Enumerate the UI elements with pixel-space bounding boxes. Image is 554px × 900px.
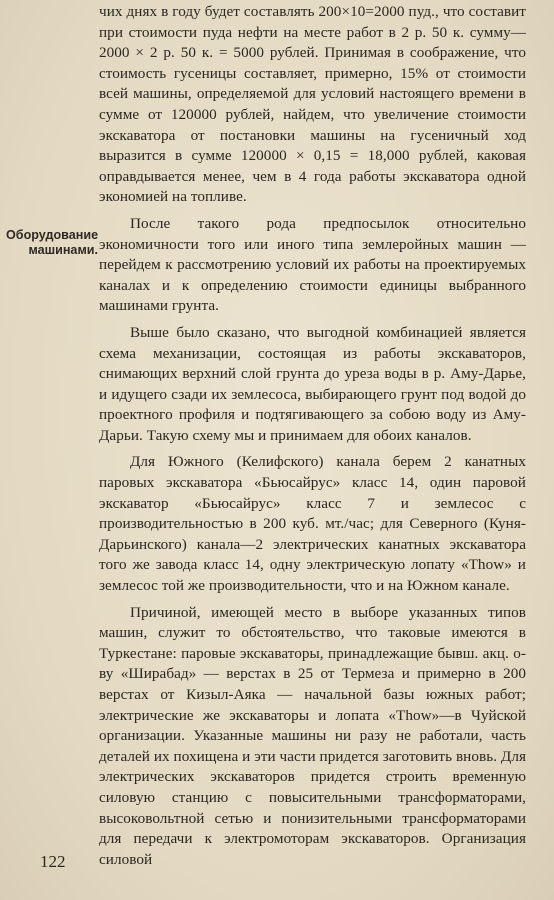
page-number: 122 [40,852,66,871]
margin-heading-line-2: машинами. [28,243,98,257]
paragraph: Для Южного (Келифского) канала берем 2 канатных паровых экскаватора «Бьюсайрус» класс 14, один паровой экскаватор «Бьюсайрус» класс 7 и землесос с производительностью в 200 куб. мт./час; для Северного (Куня-Дарьинского) канала—2 электрических канатных экскаватора того же завода класс 14, одну электрическую лопату «Thow» и землесос той же производительности, что и на Южном канале. [99,453,526,595]
margin-heading [6,228,98,258]
paragraph-continued: чих днях в году будет составлять 200×10=2000 пуд., что составит при стоимости пуда нефти на месте работ в 2 р. 50 к. сумму—2000 × 2 р. 50 к. = 5000 рублей. Принимая в соображение, что стоимость гусеницы составляет, примерно, 15% от стоимости всей машины, определяемой для условий настоящего времени в сумме от 120000 рублей, найдем, что увеличение стоимости экскаватора от постановки машины на гусеничный ход выразится в сумме 120000 × 0,15 = 18,000 рублей, каковая оправдывается менее, чем в 4 года работы экскаватора одной экономией на топливе. [99,3,526,206]
body-text [99,2,526,870]
paragraph: Причиной, имеющей место в выборе указанных типов машин, служит то обстоятельство, что таковые имеются в Туркестане: паровые экскаваторы, принадлежащие бывш. акц. о-ву «Ширабад» — верстах в 25 от Термеза и примерно в 200 верстах от Кизыл-Аяка — начальной базы южных работ; электрические же экскаваторы и лопата «Thow»—в Чуйской организации. Указанные машины ни разу не работали, часть деталей их похищена и эти части придется заготовить вновь. Для электрических экскаваторов придется строить временную силовую станцию с повысительными трансформаторами, высоковольтной сетью и понизительными трансформаторами для передачи к электромоторам экскаваторов. Организация силовой [99,603,526,868]
margin-heading-line-1: Оборудование [6,228,99,242]
paragraph: Выше было сказано, что выгодной комбинацией является схема механизации, состоящая из работы экскаваторов, снимающих верхний слой грунта до уреза воды в р. Аму-Дарье, и идущего сзади их землесоса, выбирающего грунт под водой до проектного профиля и подтягивающего за собою воду из Аму-Дарьи. Такую схему мы и принимаем для обоих каналов. [99,323,526,444]
paragraph: После такого рода предпосылок относительно экономичности того или иного типа землеройных машин — перейдем к рассмотрению условий их работы на проектируемых каналах и к определению стоимости единицы выбранного машинами грунта. [99,214,526,315]
